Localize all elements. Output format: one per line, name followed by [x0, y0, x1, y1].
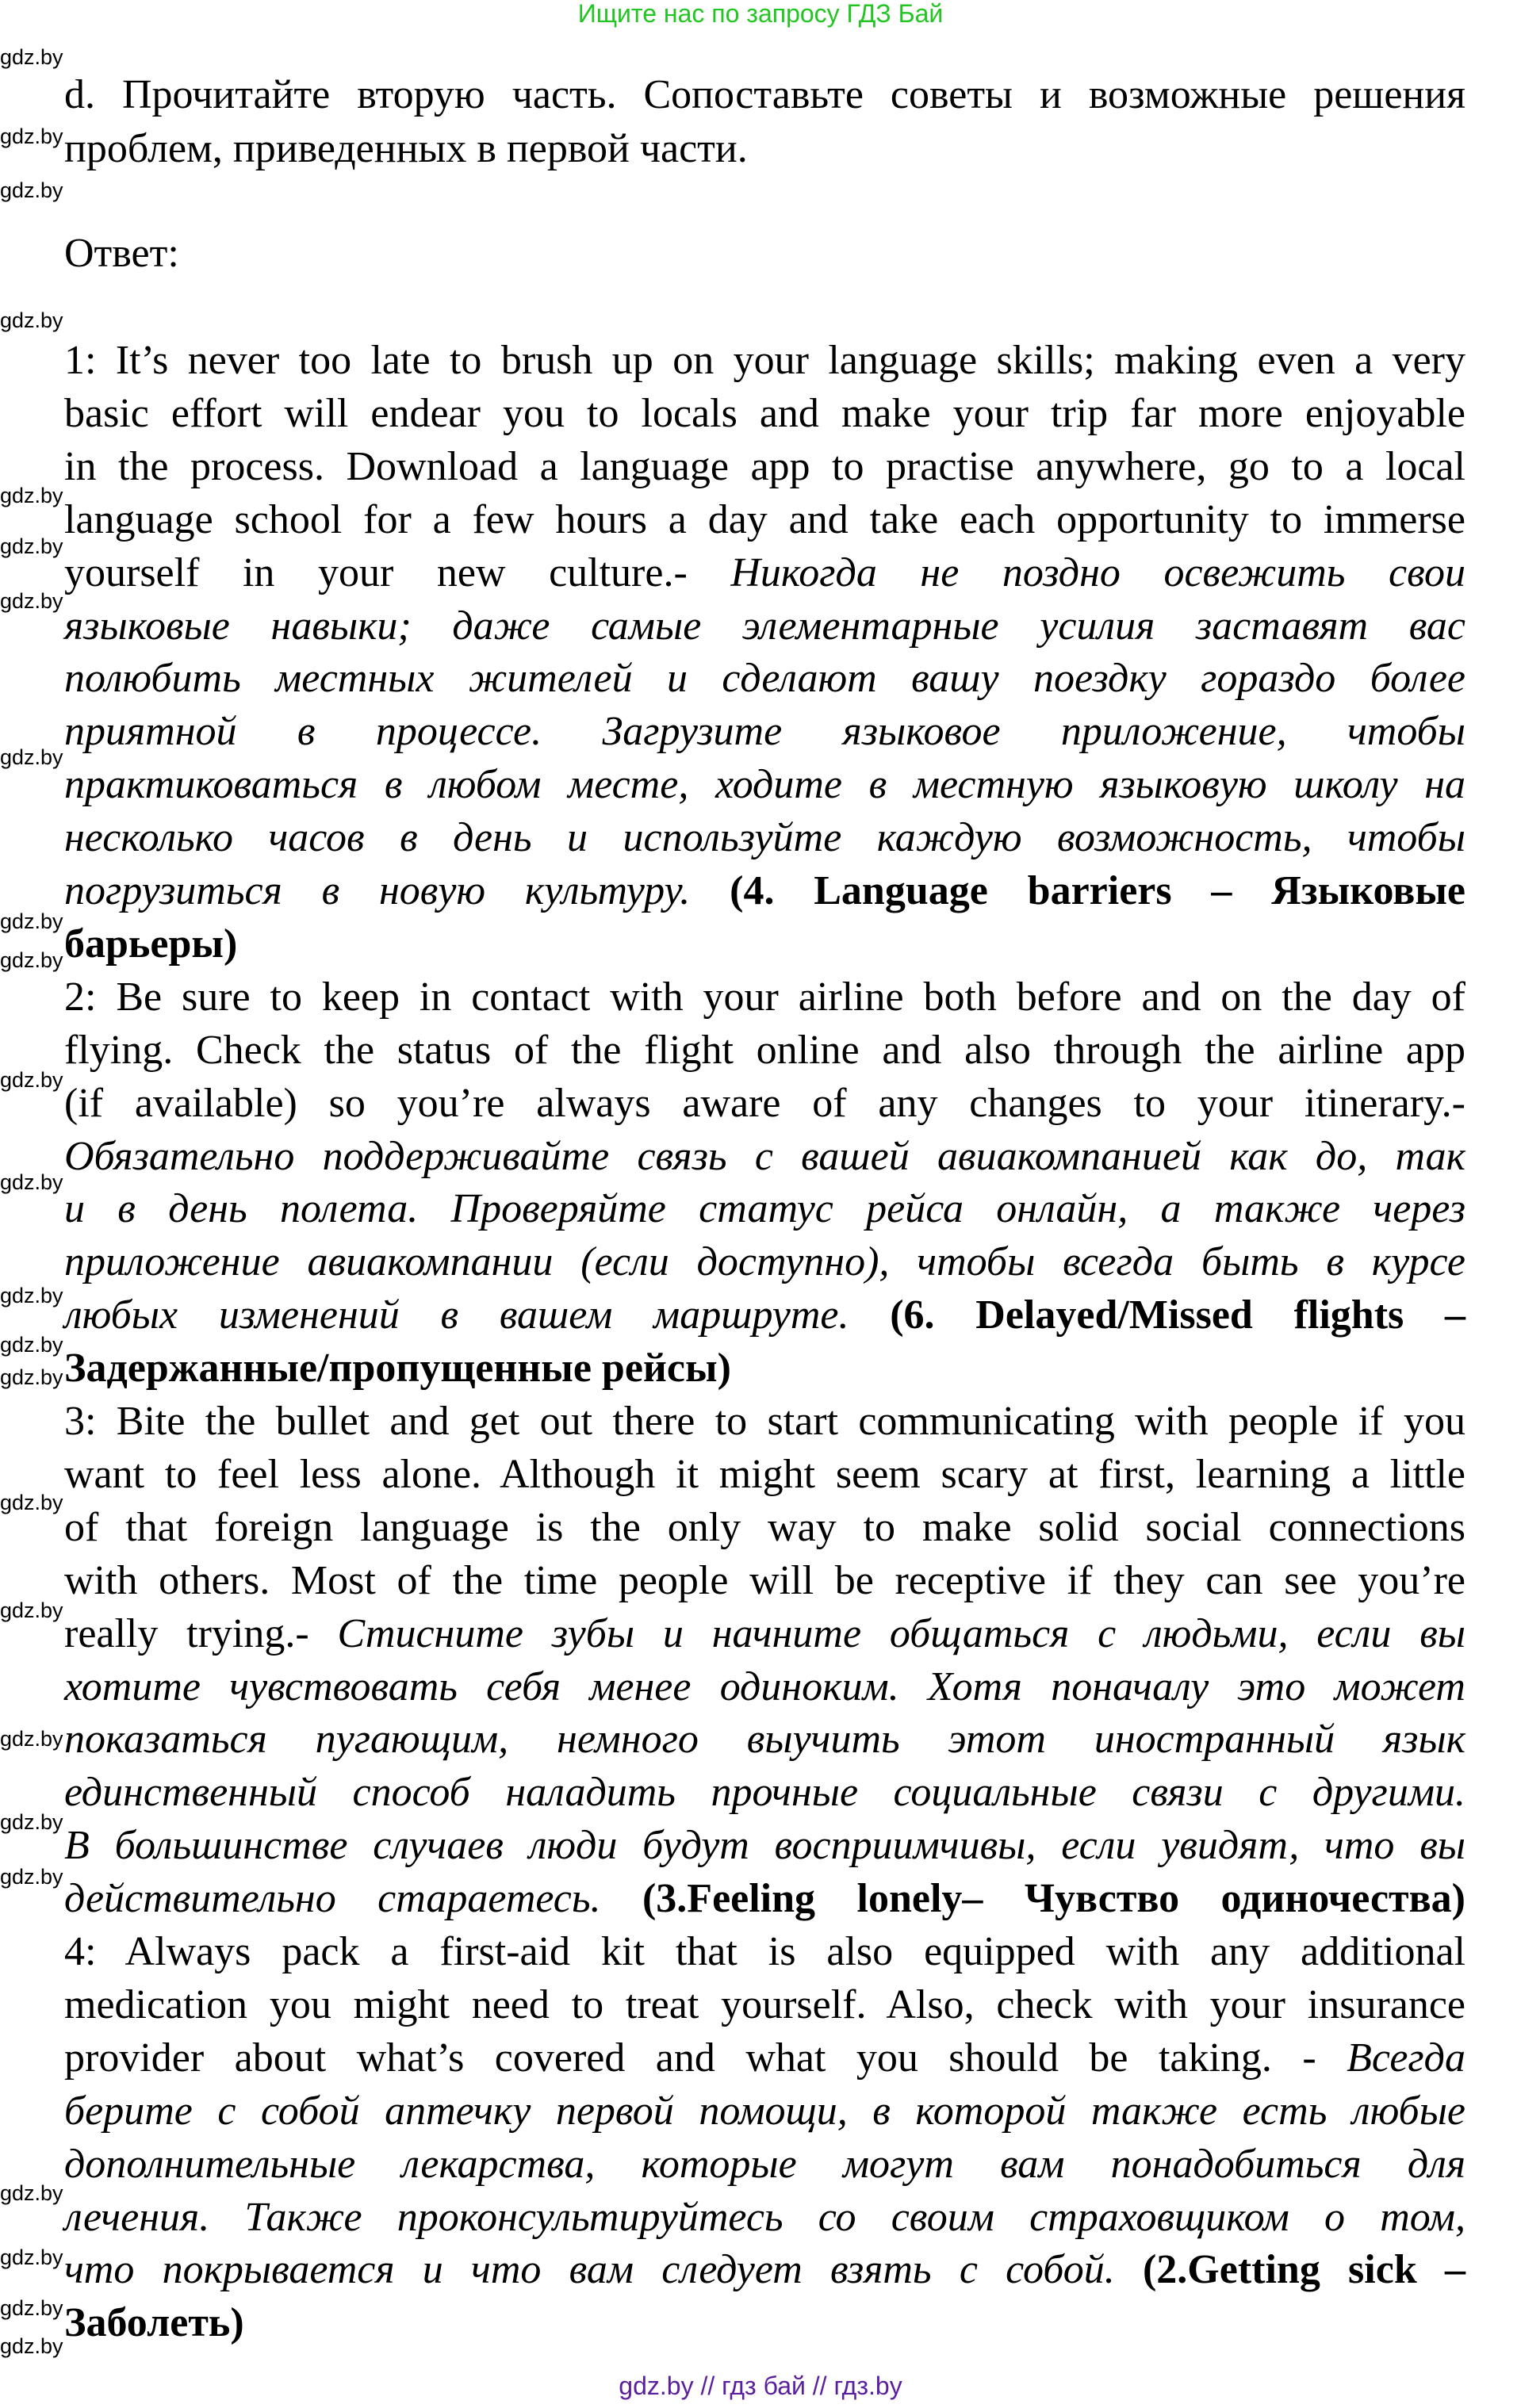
answer-line	[64, 970, 1466, 1024]
answer-line	[64, 1713, 1466, 1766]
watermark: gdz.by	[0, 2245, 63, 2269]
translation-text: практиковаться в любом месте, ходите в местную языковую школу на	[64, 762, 1465, 807]
translation-text: и в день полета. Проверяйте статус рейса онлайн, а также через	[64, 1186, 1465, 1231]
answer-line	[64, 917, 1466, 970]
english-text: d. Прочитайте вторую часть. Сопоставьте советы и возможные решения	[64, 72, 1465, 117]
answer-line	[64, 2296, 1466, 2349]
answer-line	[64, 1024, 1466, 1077]
translation-text: Всегда	[1347, 2035, 1465, 2081]
english-text: of that foreign language is the only way to make solid social connections	[64, 1505, 1465, 1550]
answer-line	[64, 1607, 1466, 1660]
translation-text: полюбить местных жителей и сделают вашу поездку гораздо более	[64, 656, 1465, 701]
translation-text: показаться пугающим, немного выучить этот иностранный язык	[64, 1717, 1465, 1762]
answer-line	[64, 1342, 1466, 1395]
translation-text: дополнительные лекарства, которые могут вам понадобиться для	[64, 2142, 1465, 2187]
answer-tag: (3.Feeling lonely– Чувство одиночества)	[642, 1876, 1465, 1921]
translation-text: берите с собой аптечку первой помощи, в которой также есть любые	[64, 2088, 1465, 2134]
english-text: 2: Be sure to keep in contact with your airline both before and on the day of	[64, 974, 1465, 1020]
answer-line	[64, 440, 1466, 493]
watermark: gdz.by	[0, 948, 63, 972]
answer-line	[64, 2191, 1466, 2244]
english-text: with others. Most of the time people will be receptive if they can see you’re	[64, 1558, 1465, 1603]
answer-label: Ответ:	[64, 231, 179, 276]
answer-tag: (2.Getting sick –	[1142, 2247, 1465, 2292]
answer-line	[64, 811, 1466, 864]
answer-line	[64, 864, 1466, 917]
english-text: проблем, приведенных в первой части.	[64, 126, 748, 171]
answer-line	[64, 1872, 1466, 1925]
answer-line	[64, 493, 1466, 546]
answer-tag: (6. Delayed/Missed flights –	[890, 1292, 1465, 1338]
english-text: basic effort will endear you to locals and make your trip far more enjoyable	[64, 391, 1465, 436]
answer-line	[64, 2243, 1466, 2296]
watermark: gdz.by	[0, 45, 63, 69]
watermark: gdz.by	[0, 2334, 63, 2358]
watermark: gdz.by	[0, 1598, 63, 1622]
answer-line	[64, 652, 1466, 705]
watermark: gdz.by	[0, 909, 63, 933]
watermark: gdz.by	[0, 178, 63, 202]
watermark: gdz.by	[0, 1333, 63, 1357]
translation-text: погрузиться в новую культуру.	[64, 868, 730, 913]
translation-text: хотите чувствовать себя менее одиноким. Хотя поначалу это может	[64, 1664, 1465, 1709]
watermark: gdz.by	[0, 2181, 63, 2205]
task-heading-line	[64, 122, 1466, 175]
answer-tag: Заболеть)	[64, 2300, 244, 2345]
watermark: gdz.by	[0, 589, 63, 613]
answer-line	[64, 1182, 1466, 1235]
english-text: (if available) so you’re always aware of any changes to your itinerary.-	[64, 1081, 1465, 1126]
answer-line	[64, 2138, 1466, 2191]
translation-text: лечения. Также проконсультируйтесь со своим страховщиком о том,	[64, 2195, 1465, 2240]
watermark: gdz.by	[0, 534, 63, 558]
translation-text: приложение авиакомпании (если доступно), чтобы всегда быть в курсе	[64, 1239, 1465, 1284]
answer-line	[64, 1235, 1466, 1288]
watermark: gdz.by	[0, 308, 63, 332]
task-heading-line	[64, 68, 1466, 121]
answer-line	[64, 1554, 1466, 1607]
english-text: flying. Check the status of the flight online and also through the airline app	[64, 1028, 1465, 1073]
answer-line	[64, 1660, 1466, 1713]
translation-text: единственный способ наладить прочные социальные связи с другими.	[64, 1770, 1465, 1815]
english-text: 1: It’s never too late to brush up on your language skills; making even a very	[64, 338, 1465, 383]
translation-text: любых изменений в вашем маршруте.	[64, 1292, 891, 1338]
translation-text: В большинстве случаев люди будут восприимчивы, если увидят, что вы	[64, 1823, 1465, 1868]
answer-line	[64, 546, 1466, 599]
english-text: yourself in your new culture.-	[64, 550, 731, 595]
watermark: gdz.by	[0, 484, 63, 507]
answer-line	[64, 1077, 1466, 1130]
answer-line	[64, 1819, 1466, 1872]
search-banner[interactable]: Ищите нас по запросу ГДЗ Бай	[577, 0, 944, 28]
english-text: want to feel less alone. Although it might seem scary at first, learning a little	[64, 1452, 1465, 1497]
answer-tag: (4. Language barriers – Языковые	[730, 868, 1466, 913]
answer-line	[64, 1925, 1466, 1978]
answer-line	[64, 705, 1466, 758]
english-text: in the process. Download a language app to practise anywhere, go to a local	[64, 444, 1465, 489]
watermark: gdz.by	[0, 1284, 63, 1307]
answer-line	[64, 599, 1466, 653]
answer-tag: Задержанные/пропущенные рейсы)	[64, 1346, 731, 1391]
watermark: gdz.by	[0, 1365, 63, 1389]
translation-text: приятной в процессе. Загрузите языковое приложение, чтобы	[64, 709, 1465, 754]
translation-text: Никогда не поздно освежить свои	[730, 550, 1466, 595]
watermark: gdz.by	[0, 1068, 63, 1092]
english-text: provider about what’s covered and what you should be taking. -	[64, 2035, 1347, 2081]
answer-line	[64, 1288, 1466, 1342]
answer-line	[64, 334, 1466, 387]
watermark: gdz.by	[0, 1170, 63, 1194]
translation-text: Обязательно поддерживайте связь с вашей авиакомпанией как до, так	[64, 1134, 1465, 1179]
watermark: gdz.by	[0, 1491, 63, 1514]
answer-tag: барьеры)	[64, 921, 238, 967]
watermark: gdz.by	[0, 1865, 63, 1889]
english-text: really trying.-	[64, 1611, 338, 1656]
answer-line	[64, 1448, 1466, 1501]
english-text: medication you might need to treat yourself. Also, check with your insurance	[64, 1982, 1465, 2027]
answer-line	[64, 1130, 1466, 1183]
answer-line	[64, 1766, 1466, 1819]
answer-line	[64, 2085, 1466, 2138]
watermark: gdz.by	[0, 745, 63, 769]
answer-line	[64, 1501, 1466, 1554]
answer-line	[64, 2031, 1466, 2085]
watermark: gdz.by	[0, 1810, 63, 1834]
answer-line	[64, 1978, 1466, 2031]
english-text: 4: Always pack a first-aid kit that is also equipped with any additional	[64, 1929, 1465, 1974]
translation-text: что покрывается и что вам следует взять с собой.	[64, 2247, 1143, 2292]
english-text: language school for a few hours a day and take each opportunity to immerse	[64, 497, 1465, 542]
watermark: gdz.by	[0, 124, 63, 148]
answer-line	[64, 758, 1466, 811]
watermark: gdz.by	[0, 1727, 63, 1751]
answer-line	[64, 387, 1466, 440]
translation-text: действительно стараетесь.	[64, 1876, 642, 1921]
answer-line	[64, 1395, 1466, 1448]
translation-text: языковые навыки; даже самые элементарные усилия заставят вас	[64, 603, 1465, 649]
translation-text: несколько часов в день и используйте каждую возможность, чтобы	[64, 815, 1465, 860]
watermark: gdz.by	[0, 2296, 63, 2320]
footer-links[interactable]: gdz.by // гдз бай // гдз.by	[619, 2372, 902, 2400]
english-text: 3: Bite the bullet and get out there to start communicating with people if you	[64, 1399, 1465, 1444]
translation-text: Стисните зубы и начните общаться с людьми, если вы	[337, 1611, 1465, 1656]
